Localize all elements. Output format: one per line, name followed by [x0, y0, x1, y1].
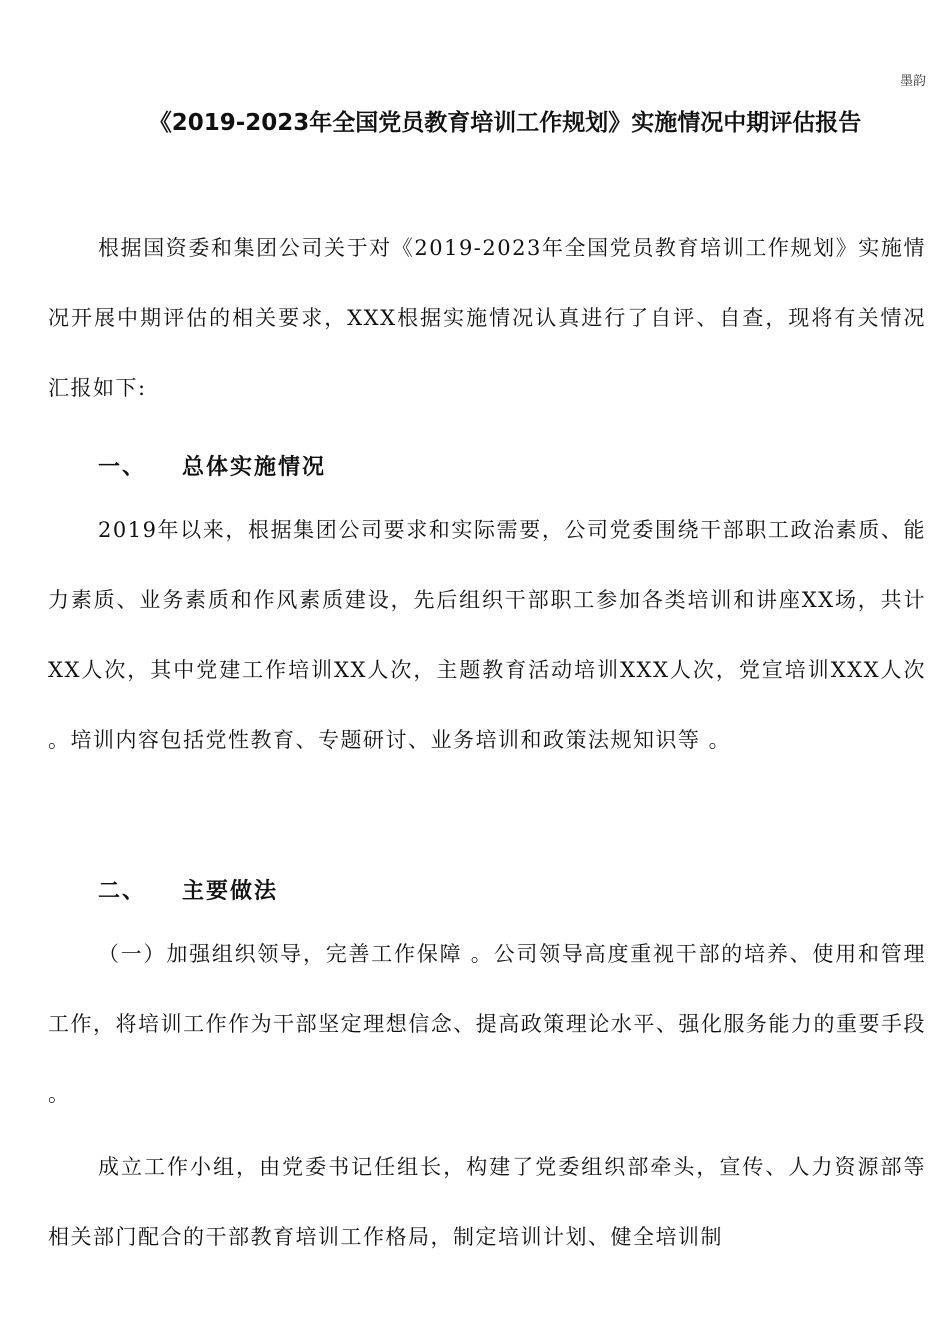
section-1-heading	[98, 450, 326, 481]
section-2-paragraph-2: 成立工作小组，由党委书记任组长，构建了党委组织部牵头，宣传、人力资源部等相关部门配合的干部教育培训工作格局，制定培训计划、健全培训制	[48, 1155, 926, 1249]
section-1-title: 总体实施情况	[182, 455, 327, 480]
document-title: 《2019-2023年全国党员教育培训工作规划》实施情况中期评估报告	[148, 110, 862, 136]
section-1-paragraph: 2019年以来，根据集团公司要求和实际需要，公司党委围绕干部职工政治素质、能力素质、业务素质和作风素质建设，先后组织干部职工参加各类培训和讲座XX场，共计XX人次，其中党建工作培训XX人次，主题教育活动培训XXX人次，党宣培训XXX人次 。培训内容包括党性教育、专题研讨、业务培训和政策法规知识等 。	[48, 518, 926, 752]
intro-paragraph: 根据国资委和集团公司关于对《2019-2023年全国党员教育培训工作规划》实施情况开展中期评估的相关要求，XXX根据实施情况认真进行了自评、自查，现将有关情况汇报如下:	[48, 236, 926, 400]
section-2-paragraph-1: （一）加强组织领导，完善工作保障 。公司领导高度重视干部的培养、使用和管理工作，将培训工作作为干部坚定理想信念、提高政策理论水平、强化服务能力的重要手段 。	[48, 942, 926, 1106]
section-2-title: 主要做法	[182, 879, 279, 904]
section-2-heading	[98, 874, 278, 905]
watermark-label: 墨韵	[899, 74, 926, 89]
section-1-number: 一、	[98, 455, 147, 480]
section-2-number: 二、	[98, 879, 147, 904]
